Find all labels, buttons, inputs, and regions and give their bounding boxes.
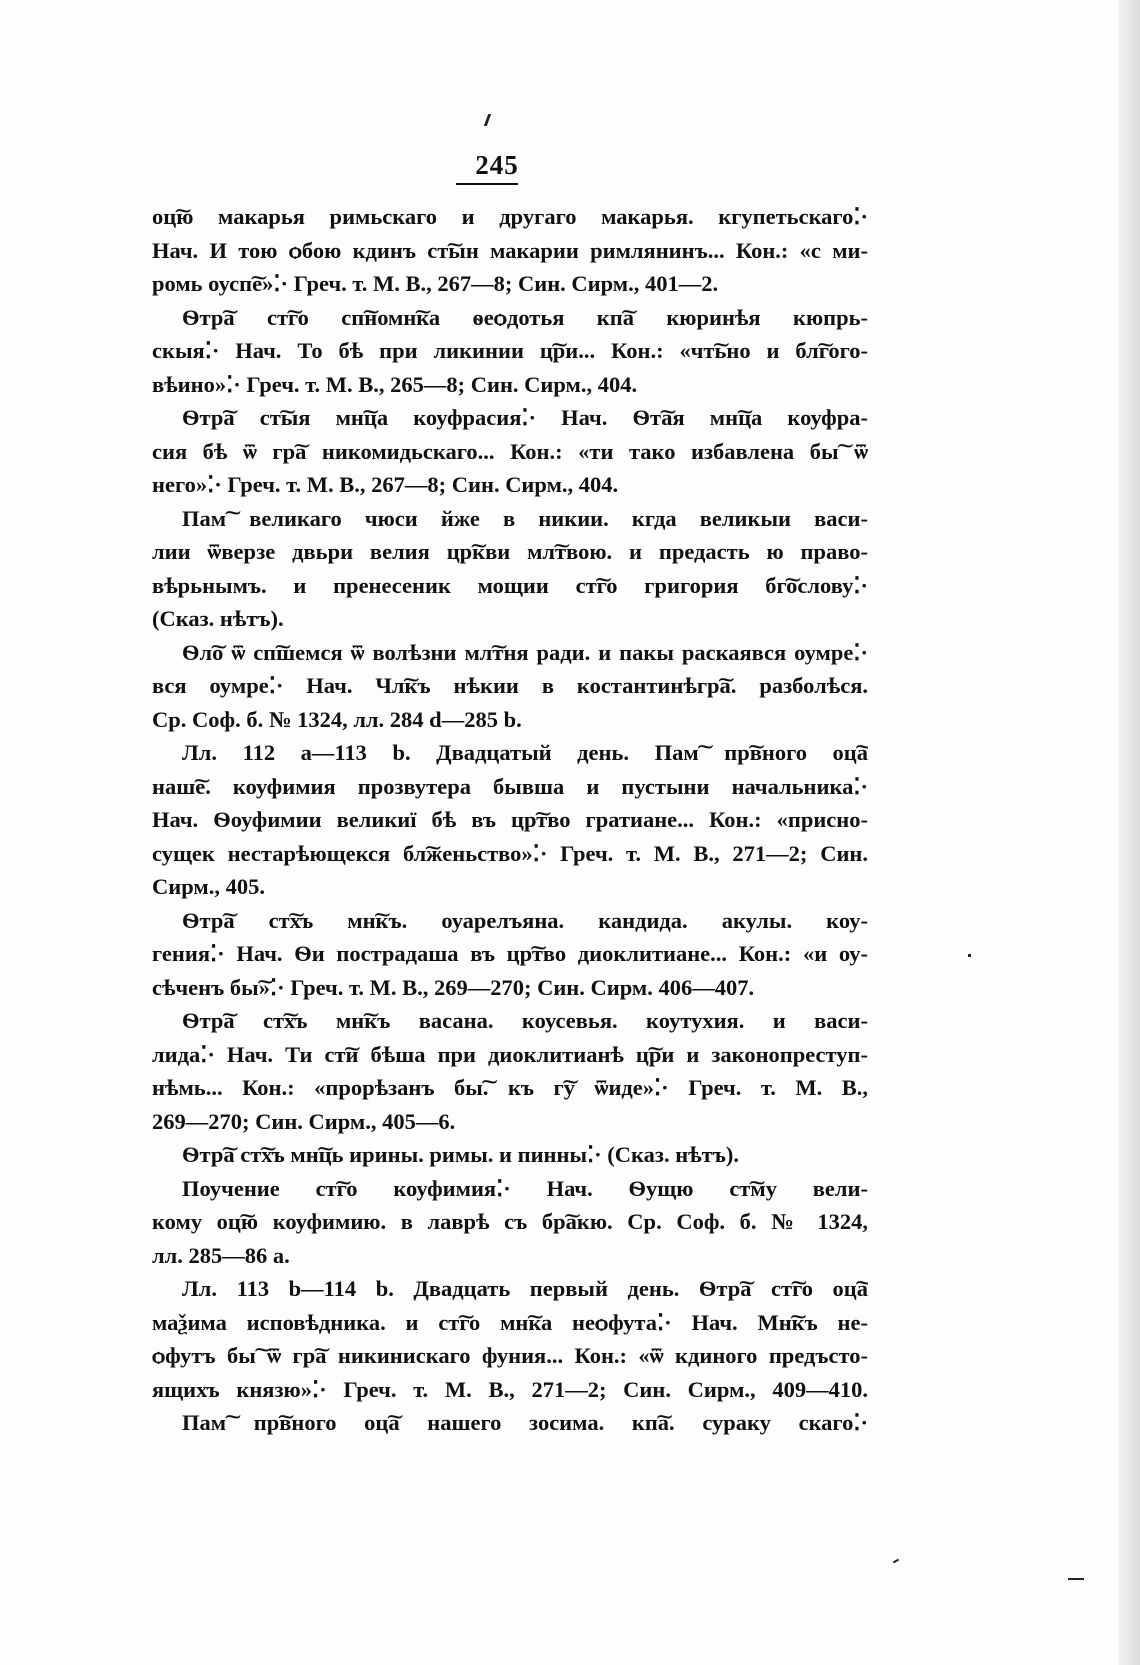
page-number-underline bbox=[456, 183, 518, 185]
entry-heading-line: Пам͠ великаго чюси йже в никии. кгда великыи васи- bbox=[182, 505, 868, 531]
text-line: нѣмь... Кон.: «прорѣзанъ бы͠. къ г͠у ѿиде»⁚· Греч. т. М. В., bbox=[152, 1075, 868, 1100]
text-line: Ср. Соф. б. № 1324, лл. 284 d—285 b. bbox=[152, 706, 522, 732]
text-line: ѻфутъ бы͠ ѿ гр͠а никинискаго фуния... Кон.: «ѿ кдиного предъсто- bbox=[152, 1343, 868, 1368]
entry-heading-line: Ѳтр͠а ст͠хъ мн͠къ васана. коусевья. коутухия. и васи- bbox=[182, 1008, 868, 1033]
text-line: маѯима исповѣдника. и ст͠го мн͠ка неѻфута⁚· Нач. Мн͠къ не- bbox=[152, 1309, 868, 1335]
text-line: ящихъ князю»⁚· Греч. т. М. В., 271—2; Син. Сирм., 409—410. bbox=[152, 1376, 868, 1402]
stray-dash-mark bbox=[893, 1559, 899, 1564]
text-line: гения⁚· Нач. Ѳи пострадаша въ цр͠тво диоклитиане... Кон.: «и оу- bbox=[152, 941, 868, 966]
text-line: ромь оусп͠е»⁚· Греч. т. М. В., 267—8; Син. Сирм., 401—2. bbox=[152, 271, 719, 296]
entry-heading-line: Ѳтр͠а ст͠хъ мн͠ць ирины. римы. и пинны⁚· (Сказ. нѣтъ). bbox=[182, 1142, 739, 1167]
text-line: Нач. И тою ѻбою кдинъ ст͠ын макарии римлянинъ... Кон.: «с ми- bbox=[152, 237, 868, 263]
entry-heading-line: Лл. 113 b—114 b. Двадцать первый день. Ѳтр͠а ст͠го оц͠а bbox=[182, 1276, 868, 1301]
text-line: сия бѣ ѿ гр͠а никомидьскаго... Кон.: «ти тако избавлена бы͠ ѿ bbox=[152, 438, 868, 464]
text-line: Сирм., 405. bbox=[152, 874, 265, 899]
entry-heading-line: Поучение ст͠го коуфимия⁚· Нач. Ѳущю ст͠му вели- bbox=[182, 1175, 868, 1201]
text-line: Нач. Ѳоуфимии великиї бѣ въ цр͠тво гратиане... Кон.: «присно- bbox=[152, 807, 868, 832]
page-edge-shadow bbox=[1118, 0, 1140, 1665]
text-line: лида⁚· Нач. Ти ст͠и бѣша при диоклитианѣ ц͠ри и законопреступ- bbox=[152, 1041, 868, 1067]
page-number: 245 bbox=[475, 150, 519, 180]
text-line: вѣрьнымъ. и пренесеник мощии ст͠го григория бг͠ослову⁚· bbox=[152, 572, 868, 598]
text-line: (Сказ. нѣтъ). bbox=[152, 606, 284, 631]
stray-dash-mark bbox=[1068, 1578, 1084, 1580]
text-block bbox=[152, 200, 868, 1440]
entry-heading-line: Пам͠ пр͠вного оц͠а нашего зосима. кп͠а. сураку скаго⁚· bbox=[182, 1410, 868, 1435]
entry-heading-line: Ѳтр͠а ст͠го сп͠номн͠ка ѳеѻдотья кп͠а кюринѣя кюпрь- bbox=[182, 304, 868, 330]
text-line: вѣино»⁚· Греч. т. М. В., 265—8; Син. Сирм., 404. bbox=[152, 371, 638, 397]
text-line: наш͠е. коуфимия прозвутера бывша и пустыни начальника⁚· bbox=[152, 773, 868, 799]
text-line: скыя⁚· Нач. То бѣ при ликинии ц͠ри... Кон.: «чт͠ьно и бл͠гого- bbox=[152, 338, 868, 363]
stray-tick-mark bbox=[484, 114, 491, 126]
text-line: оц͠ю макарья римьскаго и другаго макарья. кгупетьскаго⁚· bbox=[152, 204, 868, 229]
text-line: сѣченъ бы͠»⁚· Греч. т. М. В., 269—270; Син. Сирм. 406—407. bbox=[152, 974, 755, 1000]
text-line: лии ѿверзе двьри велия цр͠кви мл͠твою. и предасть ю право- bbox=[152, 539, 868, 564]
stray-dot-mark bbox=[968, 954, 971, 957]
entry-heading-line: Ѳтр͠а ст͠хъ мн͠къ. оуарелъяна. кандида. акулы. коу- bbox=[182, 907, 868, 933]
text-line: кому оц͠ю коуфимию. в лаврѣ съ бр͠акю. Ср. Соф. б. № 1324, bbox=[152, 1209, 868, 1234]
text-line: сущек нестарѣющекся бл͠женьство»⁚· Греч. т. М. В., 271—2; Син. bbox=[152, 840, 868, 866]
entry-heading-line: Ѳтр͠а ст͠ыя мн͠ца коуфрасия⁚· Нач. Ѳт͠ая мн͠ца коуфра- bbox=[182, 405, 868, 430]
text-line: вся оумре⁚· Нач. Чл͠къ нѣкии в костантинѣгр͠а. разболѣся. bbox=[152, 673, 868, 698]
text-line: 269—270; Син. Сирм., 405—6. bbox=[152, 1108, 456, 1134]
entry-heading-line: Ѳл͠о ѿ сп͠шемся ѿ волѣзни мл͠тня ради. и пакы раскаявся оумре⁚· bbox=[182, 639, 868, 665]
entry-heading-line: Лл. 112 а—113 b. Двадцатый день. Пам͠ пр͠вного оц͠а bbox=[182, 740, 868, 765]
text-line: него»⁚· Греч. т. М. В., 267—8; Син. Сирм., 404. bbox=[152, 472, 619, 497]
text-line: лл. 285—86 а. bbox=[152, 1242, 290, 1268]
